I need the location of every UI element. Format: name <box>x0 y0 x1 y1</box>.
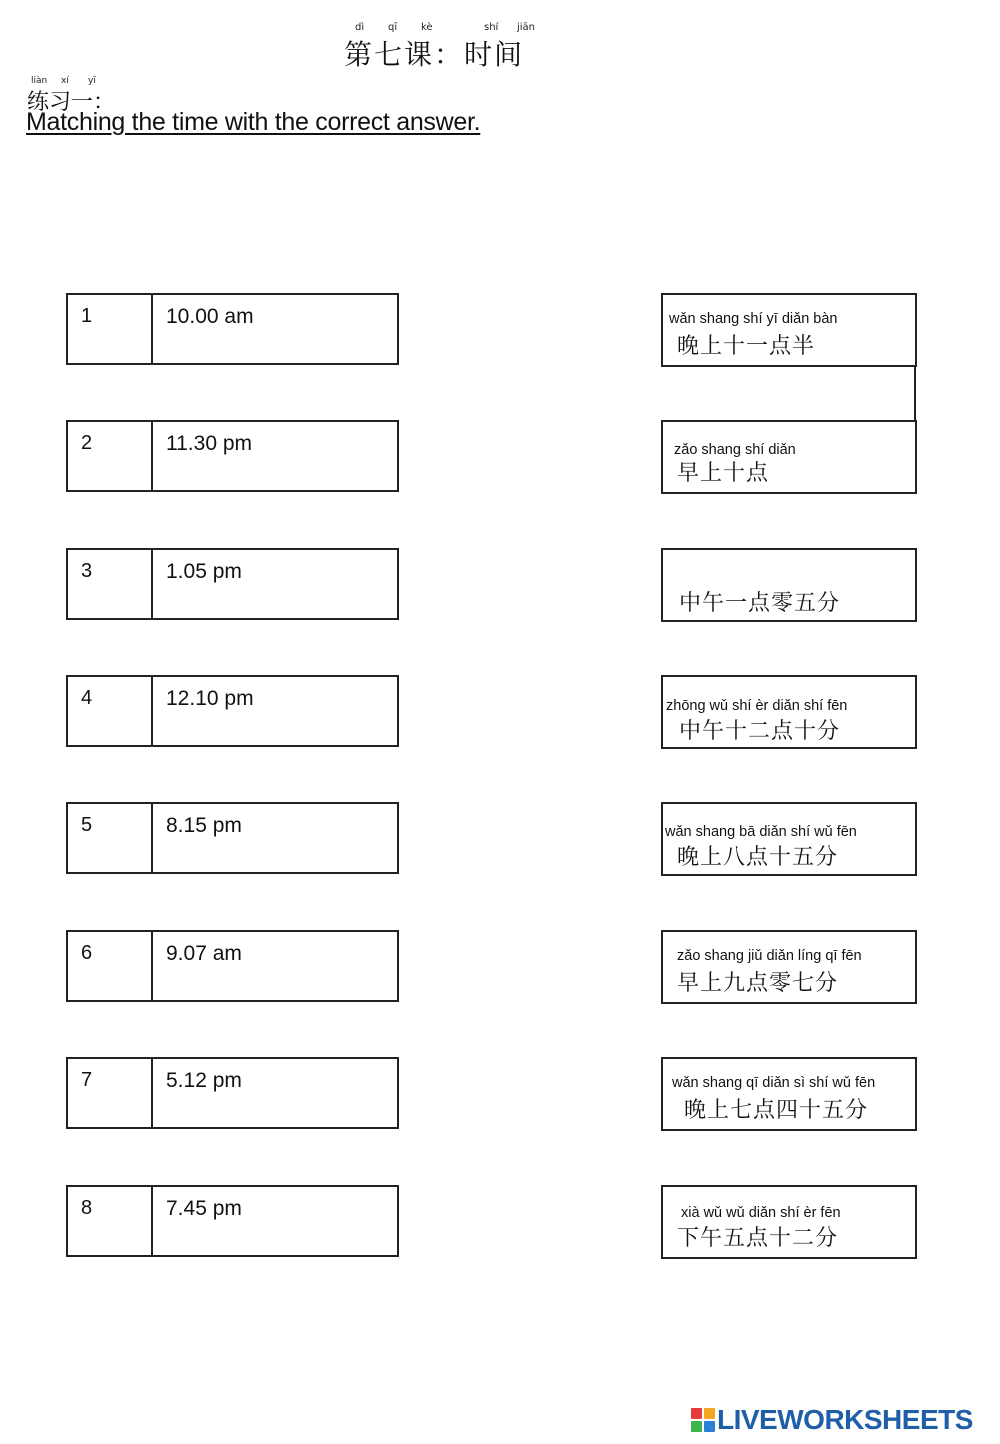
time-card-8[interactable] <box>66 1185 399 1257</box>
page-title: 第七课：时间 <box>344 38 525 71</box>
item-number: 1 <box>68 295 153 363</box>
title-pinyin-2: qī <box>388 22 398 33</box>
exercise-pinyin-1: liàn <box>31 76 48 86</box>
time-value: 5.12 pm <box>166 1069 242 1092</box>
logo-mark-icon <box>691 1408 715 1432</box>
answer-pinyin: zhōng wǔ shí èr diǎn shí fēn <box>666 698 848 714</box>
answer-chinese: 中午一点零五分 <box>679 591 841 616</box>
answer-card-2[interactable] <box>661 420 917 494</box>
logo-tile <box>691 1408 702 1419</box>
answer-chinese: 早上九点零七分 <box>677 971 839 996</box>
connector-line <box>914 366 916 422</box>
time-card-3[interactable] <box>66 548 399 620</box>
time-value: 9.07 am <box>166 942 242 965</box>
time-card-2[interactable] <box>66 420 399 492</box>
exercise-pinyin-2: xí <box>61 76 69 86</box>
answer-chinese: 下午五点十二分 <box>677 1226 839 1251</box>
time-card-5[interactable] <box>66 802 399 874</box>
item-number: 4 <box>68 677 153 745</box>
answer-card-6[interactable] <box>661 930 917 1004</box>
logo-tile <box>691 1421 702 1432</box>
title-pinyin-5: jiān <box>517 22 536 33</box>
item-number: 5 <box>68 804 153 872</box>
time-card-4[interactable] <box>66 675 399 747</box>
time-card-7[interactable] <box>66 1057 399 1129</box>
answer-pinyin: zǎo shang jiǔ diǎn líng qī fēn <box>677 948 862 964</box>
time-value: 8.15 pm <box>166 814 242 837</box>
item-number: 2 <box>68 422 153 490</box>
time-value: 12.10 pm <box>166 687 254 710</box>
answer-card-8[interactable] <box>661 1185 917 1259</box>
answer-card-1[interactable] <box>661 293 917 367</box>
liveworksheets-logo <box>691 1402 973 1438</box>
item-number: 3 <box>68 550 153 618</box>
logo-tile <box>704 1408 715 1419</box>
answer-card-3[interactable] <box>661 548 917 622</box>
time-value: 10.00 am <box>166 305 254 328</box>
item-number: 6 <box>68 932 153 1000</box>
time-card-6[interactable] <box>66 930 399 1002</box>
item-number: 7 <box>68 1059 153 1127</box>
item-number: 8 <box>68 1187 153 1255</box>
answer-card-7[interactable] <box>661 1057 917 1131</box>
answer-card-4[interactable] <box>661 675 917 749</box>
instruction-text: Matching the time with the correct answer. <box>26 108 481 136</box>
answer-pinyin: zǎo shang shí diǎn <box>674 442 796 458</box>
logo-text: LIVEWORKSHEETS <box>717 1404 973 1435</box>
answer-pinyin: wǎn shang qī diǎn sì shí wǔ fēn <box>672 1075 876 1091</box>
time-value: 11.30 pm <box>166 432 252 455</box>
answer-card-5[interactable] <box>661 802 917 876</box>
answer-chinese: 中午十二点十分 <box>679 719 841 744</box>
answer-pinyin: wǎn shang bā diǎn shí wǔ fēn <box>665 824 857 840</box>
time-value: 1.05 pm <box>166 560 242 583</box>
time-value: 7.45 pm <box>166 1197 242 1220</box>
title-pinyin-4: shí <box>484 22 499 33</box>
answer-chinese: 晚上八点十五分 <box>677 845 839 870</box>
answer-chinese: 晚上七点四十五分 <box>684 1098 869 1123</box>
answer-chinese: 早上十点 <box>677 461 770 486</box>
title-pinyin-3: kè <box>421 22 433 33</box>
time-card-1[interactable] <box>66 293 399 365</box>
answer-pinyin: xià wǔ wǔ diǎn shí èr fēn <box>681 1205 841 1221</box>
exercise-pinyin-3: yī <box>88 76 96 86</box>
answer-pinyin: wǎn shang shí yī diǎn bàn <box>669 311 838 327</box>
title-pinyin-1: dì <box>355 22 365 33</box>
exercise-label: 练习一： <box>27 90 116 115</box>
answer-chinese: 晚上十一点半 <box>677 334 816 359</box>
logo-tile <box>704 1421 715 1432</box>
